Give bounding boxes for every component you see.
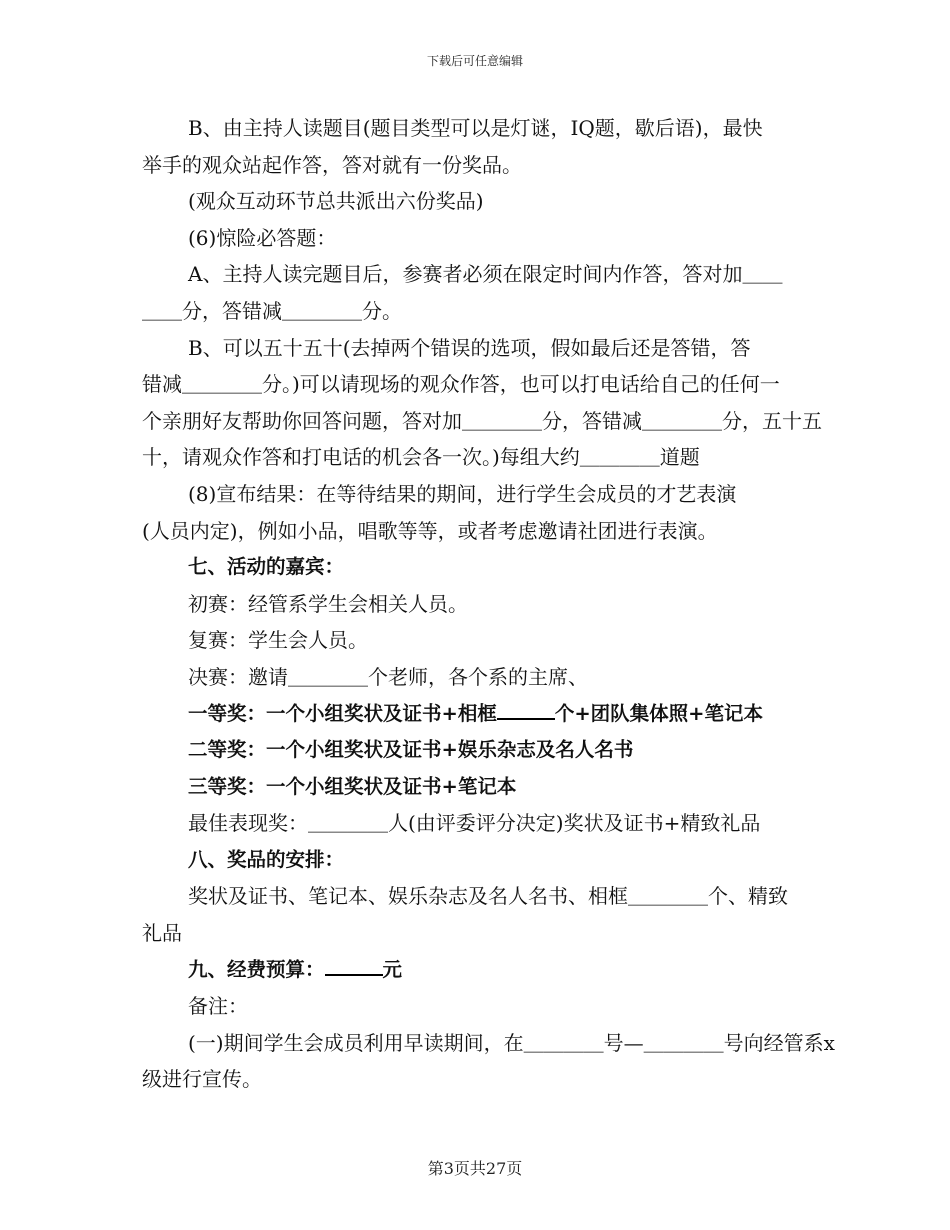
budget-label: 九、经费预算： xyxy=(188,957,325,981)
paragraph-line: (人员内定)，例如小品，唱歌等等，或者考虑邀请社团进行表演。 xyxy=(142,518,718,543)
paragraph-line: B、可以五十五十(去掉两个错误的选项，假如最后还是答错，答 xyxy=(188,335,751,360)
prize-third: 三等奖：一个小组奖状及证书+笔记本 xyxy=(188,774,517,798)
blank-underline xyxy=(325,952,383,976)
paragraph-line: A、主持人读完题目后，参赛者必须在限定时间内作答，答对加＿＿ xyxy=(188,262,783,287)
prize-second: 二等奖：一个小组奖状及证书+娱乐杂志及名人名书 xyxy=(188,738,634,762)
paragraph-line: 礼品 xyxy=(142,921,182,946)
prize-first xyxy=(142,696,810,733)
paragraph-line: (一)期间学生会成员利用早读期间，在＿＿＿＿号—＿＿＿＿号向经管系x xyxy=(188,1030,835,1055)
prize-first-part1: 一等奖：一个小组奖状及证书+相框 xyxy=(188,701,497,725)
page-header: 下载后可任意编辑 xyxy=(426,54,523,68)
blank-underline xyxy=(497,696,555,720)
paragraph-line: ＿＿分，答错减＿＿＿＿分。 xyxy=(142,298,402,323)
document-body xyxy=(142,110,835,1098)
paragraph-line: 举手的观众站起作答，答对就有一份奖品。 xyxy=(142,152,522,177)
budget-heading xyxy=(142,952,810,989)
paragraph-line: 决赛：邀请＿＿＿＿个老师，各个系的主席、 xyxy=(188,664,588,689)
paragraph-line: 初赛：经管系学生会相关人员。 xyxy=(188,591,468,616)
section-heading: (6)惊险必答题： xyxy=(188,225,337,250)
paragraph-line: B、由主持人读题目(题目类型可以是灯谜，IQ题，歇后语)，最快 xyxy=(188,116,763,140)
prize-first-part2: 个+团队集体照+笔记本 xyxy=(554,701,764,725)
paragraph-line: 备注： xyxy=(188,994,248,1019)
paragraph-line: 十，请观众作答和打电话的机会各一次。)每组大约＿＿＿＿道题 xyxy=(142,445,700,470)
section-heading: 七、活动的嘉宾： xyxy=(188,555,345,579)
paragraph-line: 个亲朋好友帮助你回答问题，答对加＿＿＿＿分，答错减＿＿＿＿分，五十五 xyxy=(142,408,822,433)
page-footer: 第3页共27页 xyxy=(427,1159,523,1178)
budget-unit: 元 xyxy=(382,957,403,981)
section-heading: (8)宣布结果：在等待结果的期间，进行学生会成员的才艺表演 xyxy=(188,481,737,506)
paragraph-line: 最佳表现奖：＿＿＿＿人(由评委评分决定)奖状及证书+精致礼品 xyxy=(188,811,761,836)
paragraph-line: 奖状及证书、笔记本、娱乐杂志及名人名书、相框＿＿＿＿个、精致 xyxy=(188,884,788,909)
paragraph-line: (观众互动环节总共派出六份奖品) xyxy=(188,189,484,214)
section-heading: 八、奖品的安排： xyxy=(188,847,345,871)
paragraph-line: 错减＿＿＿＿分。)可以请现场的观众作答，也可以打电话给自己的任何一 xyxy=(142,372,780,397)
paragraph-line: 级进行宣传。 xyxy=(142,1067,262,1092)
paragraph-line: 复赛：学生会人员。 xyxy=(188,628,368,653)
